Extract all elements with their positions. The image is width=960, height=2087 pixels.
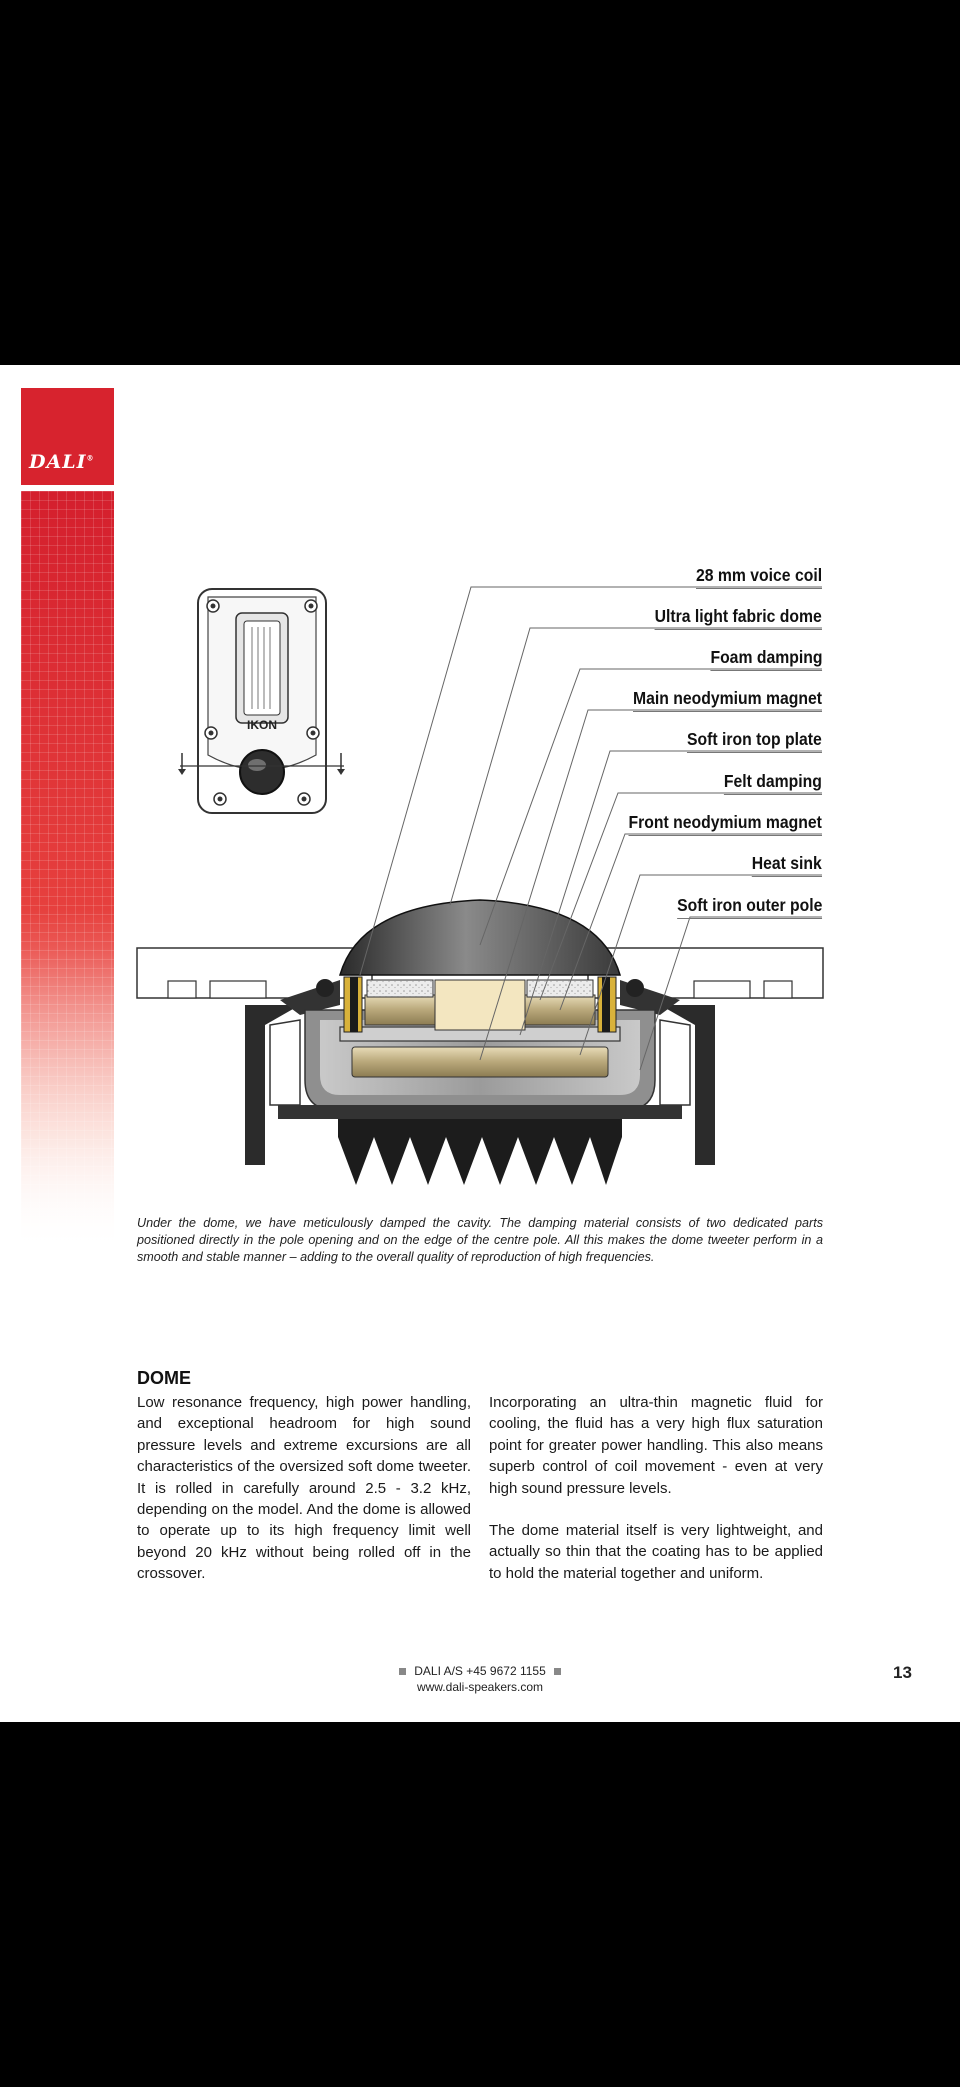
label-top-plate: Soft iron top plate <box>687 729 822 753</box>
label-main-magnet: Main neodymium magnet <box>633 688 822 712</box>
square-bullet-icon <box>399 1668 406 1675</box>
label-fabric-dome: Ultra light fabric dome <box>655 606 822 630</box>
footer-contact: DALI A/S +45 9672 1155 <box>414 1664 546 1678</box>
square-bullet-icon <box>554 1668 561 1675</box>
label-foam-damping: Foam damping <box>710 647 822 671</box>
right-paragraph-1: Incorporating an ultra-thin magnetic fluid for cooling, the fluid has a very high flux saturation point for greater power handling. This also means superb control of coil movement - even at very high sound pressure levels. <box>489 1394 823 1497</box>
label-heat-sink: Heat sink <box>752 853 822 877</box>
tweeter-front-view-icon <box>178 589 345 813</box>
label-voice-coil: 28 mm voice coil <box>696 565 822 589</box>
label-outer-pole: Soft iron outer pole <box>677 895 822 919</box>
product-label: IKON <box>247 718 277 732</box>
page-number: 13 <box>893 1663 912 1682</box>
label-felt-damping: Felt damping <box>724 771 822 795</box>
left-paragraph: Low resonance frequency, high power handling, and exceptional headroom for high sound pressure levels and extreme excursions are all characteristics of the oversized soft dome tweeter. It is rolled in carefully around 2.5 - 3.2 kHz, depending on the model. And the dome is allowed to operate up to its high frequency limit well beyond 20 kHz without being rolled off in the crossover. <box>137 1394 471 1583</box>
right-paragraph-2: The dome material itself is very lightweight, and actually so thin that the coating has to be applied to hold the material together and uniform. <box>489 1522 823 1582</box>
footer <box>280 1663 680 1695</box>
registered-mark: ® <box>86 453 95 463</box>
left-column <box>137 1392 471 1585</box>
right-column <box>489 1392 823 1584</box>
label-front-magnet: Front neodymium magnet <box>629 812 822 836</box>
diagram-caption: Under the dome, we have meticulously damped the cavity. The damping material consists of two dedicated parts positioned directly in the pole opening and on the edge of the centre pole. All this makes the dome tweeter perform in a smooth and stable manner – adding to the overall quality of reproduction of high frequencies. <box>137 1216 823 1264</box>
section-title: DOME <box>137 1368 191 1388</box>
tweeter-cross-section <box>137 900 823 1185</box>
document-page <box>0 365 960 1722</box>
footer-website[interactable]: www.dali-speakers.com <box>416 1680 544 1694</box>
logo-text: DALI <box>29 451 87 473</box>
